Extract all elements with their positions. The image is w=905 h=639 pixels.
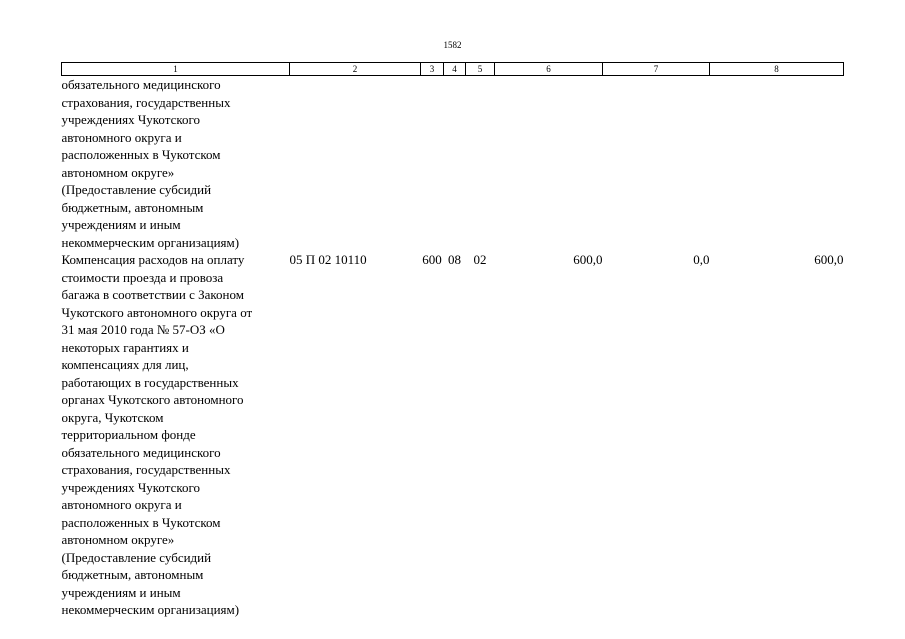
row-name: Компенсация расходов на оплату стоимости проезда и провоза багажа в соответствии с Законом Чукотского автономного округа от 31 мая 2010 года № 57-ОЗ «О некоторых гарантиях и компенсациях для лиц, работающих в государственных органах Чукотского автономного округа, Чукотском территориальном фонде обязательного медицинского страхования, государственных учреждениях Чукотского автономного округа и расположенных в Чукотском автономном округе» (Предоставление субсидий бюджетным, автономным учреждениям и иным некоммерческим организациям)	[61, 252, 253, 617]
table-row	[62, 251, 844, 619]
column-header-3: 3	[421, 63, 444, 76]
table-row	[62, 76, 844, 252]
column-header-4: 4	[444, 63, 466, 76]
row-code: 05 П 02 10110	[289, 252, 367, 267]
row-code	[290, 76, 421, 252]
column-header-1: 1	[62, 63, 290, 76]
page-number: 1582	[443, 40, 462, 50]
row-amount-result	[710, 76, 844, 252]
row-pr: 02	[473, 252, 487, 267]
row-amount-change	[603, 76, 710, 252]
row-name: обязательного медицинского страхования, государственных учреждениях Чукотского автономного округа и расположенных в Чукотском автономном округе» (Предоставление субсидий бюджетным, автономным учреждениям и иным некоммерческим организациям)	[61, 77, 240, 250]
row-vr	[421, 76, 444, 252]
column-header-6: 6	[495, 63, 603, 76]
row-amount-total	[495, 76, 603, 252]
row-pr	[466, 76, 495, 252]
row-vr: 600	[422, 252, 442, 267]
budget-table	[61, 62, 844, 619]
column-header-7: 7	[603, 63, 710, 76]
column-number-row	[62, 63, 844, 76]
row-rz: 08	[448, 252, 461, 267]
row-amount-change: 0,0	[693, 252, 710, 267]
row-amount-total: 600,0	[573, 252, 603, 267]
row-amount-result: 600,0	[814, 252, 844, 267]
column-header-8: 8	[710, 63, 844, 76]
column-header-2: 2	[290, 63, 421, 76]
column-header-5: 5	[466, 63, 495, 76]
row-rz	[444, 76, 466, 252]
